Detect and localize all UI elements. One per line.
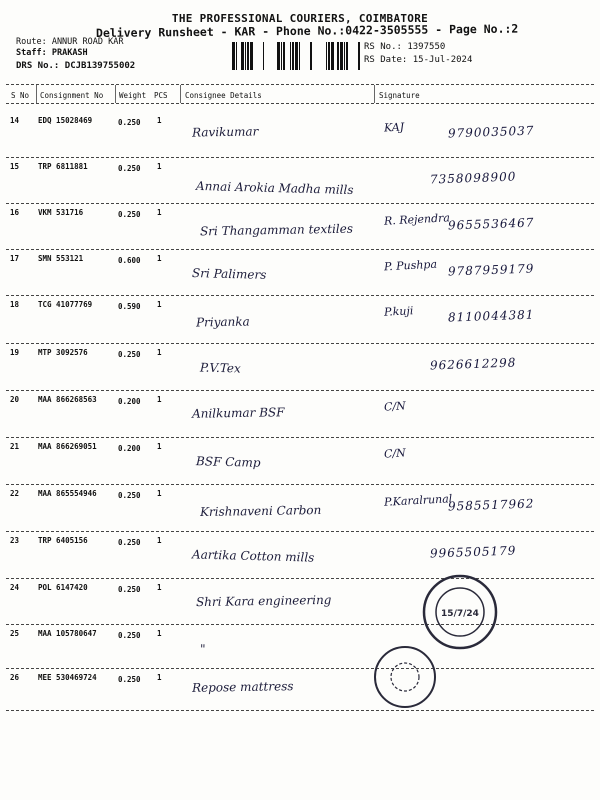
row-consignee: Shri Kara engineering <box>195 592 332 610</box>
row-sno: 23 <box>10 536 20 545</box>
company-title: THE PROFESSIONAL COURIERS, COIMBATORE <box>171 12 429 25</box>
row-sno: 19 <box>10 348 20 357</box>
row-consignee: " <box>199 641 206 657</box>
drs-number: DCJB139755002 <box>64 61 136 71</box>
row-consignee: Krishnaveni Carbon <box>199 502 322 520</box>
row-consignee: P.V.Tex <box>199 360 241 376</box>
row-sno: 24 <box>10 583 20 592</box>
row-pcs: 1 <box>157 489 162 498</box>
row-consignment-no: MAA 865554946 <box>38 489 97 498</box>
barcode-bar <box>247 42 249 70</box>
row-consignee: Repose mattress <box>191 679 294 695</box>
barcode-bar <box>292 42 294 70</box>
row-consignee: Ravikumar <box>191 124 259 140</box>
barcode-bar <box>344 42 345 70</box>
row-phone: 9626612298 <box>429 355 517 373</box>
row-pcs: 1 <box>157 116 162 125</box>
drs-label: DRS No.: <box>16 61 60 71</box>
staff-label: Staff: <box>16 48 47 58</box>
col-divider <box>374 85 375 103</box>
row-sno: 25 <box>10 629 20 638</box>
row-separator <box>6 295 594 296</box>
row-consignee: BSF Camp <box>195 454 261 470</box>
col-sno: S No <box>11 91 30 100</box>
row-consignment-no: POL 6147420 <box>38 583 88 592</box>
col-pcs: PCS <box>154 91 168 100</box>
row-weight: 0.250 <box>118 210 141 219</box>
row-separator <box>6 668 594 669</box>
row-weight: 0.250 <box>118 164 141 173</box>
row-consignment-no: MEE 530469724 <box>38 673 97 682</box>
staff-line <box>16 48 88 58</box>
row-consignee: Anilkumar BSF <box>191 405 285 421</box>
row-sno: 26 <box>10 673 20 682</box>
row-separator <box>6 157 594 158</box>
barcode-bar <box>245 42 246 70</box>
row-separator <box>6 578 594 579</box>
barcode-bar <box>263 42 264 70</box>
row-signature: C/N <box>383 446 407 461</box>
row-pcs: 1 <box>157 162 162 171</box>
row-consignment-no: MTP 3092576 <box>38 348 88 357</box>
col-signature: Signature <box>379 91 420 100</box>
row-weight: 0.250 <box>118 350 141 359</box>
row-consignment-no: TRP 6405156 <box>38 536 88 545</box>
col-consignee: Consignee Details <box>185 91 262 100</box>
row-pcs: 1 <box>157 629 162 638</box>
row-signature: P.Karalrunal <box>383 492 453 509</box>
row-pcs: 1 <box>157 300 162 309</box>
row-consignment-no: VKM 531716 <box>38 208 84 217</box>
row-separator <box>6 249 594 250</box>
row-weight: 0.250 <box>118 631 141 640</box>
row-pcs: 1 <box>157 348 162 357</box>
row-separator <box>6 531 594 532</box>
row-phone: 8110044381 <box>447 307 535 325</box>
rs-date: RS Date: 15-Jul-2024 <box>364 55 473 65</box>
stamp-date: 15/7/24 <box>441 609 479 619</box>
row-sno: 17 <box>10 254 20 263</box>
row-weight: 0.250 <box>118 118 141 127</box>
row-weight: 0.590 <box>118 302 141 311</box>
row-separator <box>6 624 594 625</box>
barcode-bar <box>310 42 312 70</box>
runsheet-title: Delivery Runsheet - KAR - Phone No.:0422-3505555 - Page No.:2 <box>95 21 519 40</box>
row-consignment-no: EDQ 15028469 <box>38 116 93 125</box>
row-weight: 0.600 <box>118 256 141 265</box>
barcode-bar <box>290 42 291 70</box>
row-consignment-no: TCG 41077769 <box>38 300 93 309</box>
row-pcs: 1 <box>157 583 162 592</box>
row-weight: 0.250 <box>118 538 141 547</box>
barcode-bar <box>299 42 300 70</box>
row-separator <box>6 203 594 204</box>
row-consignment-no: TRP 6811881 <box>38 162 88 171</box>
row-weight: 0.200 <box>118 397 141 406</box>
header-bottom-rule <box>6 103 594 104</box>
row-sno: 14 <box>10 116 20 125</box>
row-consignment-no: MAA 105780647 <box>38 629 97 638</box>
row-separator <box>6 390 594 391</box>
header-top-rule <box>6 84 594 85</box>
drs-line <box>16 61 135 71</box>
row-pcs: 1 <box>157 673 162 682</box>
row-separator <box>6 484 594 485</box>
row-sno: 16 <box>10 208 20 217</box>
row-phone: 9965505179 <box>429 543 517 561</box>
staff-name: PRAKASH <box>51 48 88 58</box>
row-pcs: 1 <box>157 254 162 263</box>
barcode <box>232 42 360 70</box>
row-weight: 0.200 <box>118 444 141 453</box>
row-pcs: 1 <box>157 208 162 217</box>
row-consignment-no: MAA 866269051 <box>38 442 97 451</box>
col-divider <box>36 85 37 103</box>
row-weight: 0.250 <box>118 491 141 500</box>
row-signature: P. Pushpa <box>383 257 438 274</box>
row-phone: 9790035037 <box>447 123 535 141</box>
barcode-bar <box>236 42 237 70</box>
barcode-bar <box>358 42 360 70</box>
row-phone: 9787959179 <box>447 261 535 279</box>
row-consignee: Priyanka <box>195 314 250 330</box>
barcode-bar <box>340 42 343 70</box>
row-phone: 9585517962 <box>447 496 535 514</box>
row-consignment-no: MAA 866268563 <box>38 395 97 404</box>
barcode-bar <box>346 42 348 70</box>
col-weight: Weight <box>119 91 147 100</box>
col-divider <box>115 85 116 103</box>
barcode-bar <box>232 42 235 70</box>
row-signature: KAJ <box>383 120 405 135</box>
row-consignee: Sri Palimers <box>191 266 267 282</box>
barcode-bar <box>250 42 253 70</box>
row-signature: C/N <box>383 399 407 414</box>
row-separator <box>6 343 594 344</box>
row-consignment-no: SMN 553121 <box>38 254 84 263</box>
row-pcs: 1 <box>157 536 162 545</box>
row-separator <box>6 710 594 711</box>
col-consignment: Consignment No <box>40 91 104 100</box>
rs-number: RS No.: 1397550 <box>364 42 446 52</box>
row-sno: 22 <box>10 489 20 498</box>
row-consignee: Annai Arokia Madha mills <box>195 178 354 198</box>
company-stamp-2 <box>370 642 440 712</box>
col-divider <box>180 85 181 103</box>
barcode-bar <box>295 42 298 70</box>
row-phone: 9655536467 <box>447 215 535 233</box>
row-sno: 20 <box>10 395 20 404</box>
company-stamp <box>420 572 500 652</box>
row-separator <box>6 437 594 438</box>
row-weight: 0.250 <box>118 675 141 684</box>
row-signature: P.kuji <box>383 304 414 319</box>
row-pcs: 1 <box>157 442 162 451</box>
barcode-bar <box>328 42 330 70</box>
row-weight: 0.250 <box>118 585 141 594</box>
row-pcs: 1 <box>157 395 162 404</box>
barcode-bar <box>283 42 285 70</box>
barcode-bar <box>241 42 244 70</box>
row-sno: 15 <box>10 162 20 171</box>
barcode-bar <box>326 42 327 70</box>
row-signature: R. Rejendra <box>383 211 451 228</box>
barcode-bar <box>281 42 282 70</box>
row-consignee: Aartika Cotton mills <box>191 547 315 565</box>
barcode-bar <box>331 42 334 70</box>
barcode-bar <box>277 42 280 70</box>
row-consignee: Sri Thangamman textiles <box>199 221 354 239</box>
row-phone: 7358098900 <box>429 169 517 187</box>
barcode-bar <box>337 42 339 70</box>
route-line: Route: ANNUR ROAD KAR <box>16 37 124 47</box>
row-sno: 18 <box>10 300 20 309</box>
row-sno: 21 <box>10 442 20 451</box>
